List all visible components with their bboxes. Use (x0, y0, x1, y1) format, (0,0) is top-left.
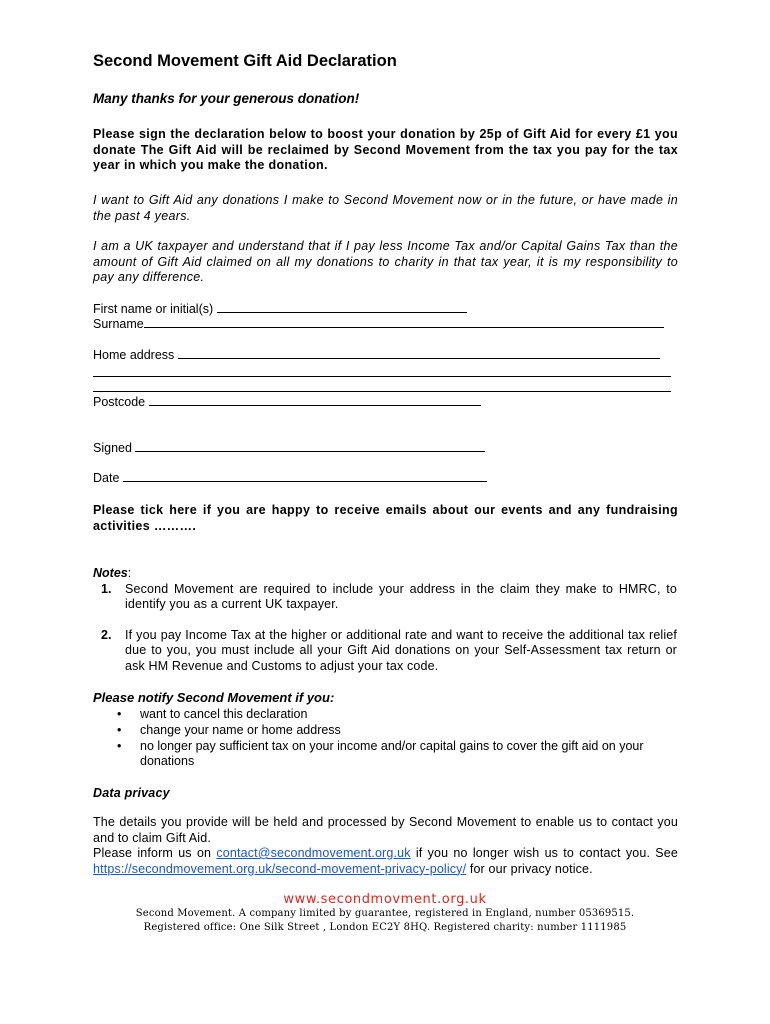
date-label: Date (93, 471, 120, 485)
privacy-text-2a: Please inform us on (93, 846, 217, 860)
privacy-paragraph (93, 815, 678, 877)
thanks-heading: Many thanks for your generous donation! (93, 91, 360, 106)
notify-item-1: want to cancel this declaration (140, 707, 308, 721)
home-address-row (93, 347, 660, 363)
privacy-policy-link[interactable]: https://secondmovement.org.uk/second-movement-privacy-policy/ (93, 861, 467, 876)
notes-colon: : (127, 566, 132, 580)
privacy-text-2b: if you no longer wish us to contact you. See (410, 846, 678, 860)
first-name-label: First name or initial(s) (93, 302, 214, 316)
home-address-field-1[interactable] (178, 347, 660, 359)
notify-item-2: change your name or home address (140, 723, 341, 737)
first-name-row (93, 301, 467, 317)
note-text-2: If you pay Income Tax at the higher or additional rate and want to receive the additional tax relief due to you, you must include all your Gift Aid donations on your Self-Assessment tax return or ask HM Revenue and Customs to adjust your tax code. (125, 628, 677, 673)
footer-company-info: Second Movement. A company limited by guarantee, registered in England, number 05369515. (135, 908, 635, 919)
data-privacy-heading: Data privacy (93, 786, 170, 800)
note-number-1: 1. (101, 582, 112, 596)
surname-field[interactable] (144, 316, 664, 328)
bullet-icon: • (117, 723, 122, 737)
declaration-paragraph-2: I am a UK taxpayer and understand that if I pay less Income Tax and/or Capital Gains Tax than the amount of Gift Aid claimed on all my donations to charity in that tax year, it is my responsibility to pay any difference. (93, 239, 678, 285)
notify-heading: Please notify Second Movement if you: (93, 690, 335, 705)
page-title: Second Movement Gift Aid Declaration (93, 52, 397, 70)
signature-field[interactable] (135, 440, 485, 452)
postcode-row (93, 394, 481, 410)
bullet-icon: • (117, 739, 122, 753)
footer-registered-office: Registered office: One Silk Street , London EC2Y 8HQ. Registered charity: number 1111985 (143, 922, 627, 933)
intro-paragraph: Please sign the declaration below to boost your donation by 25p of Gift Aid for every £1 you donate The Gift Aid will be reclaimed by Second Movement from the tax you pay for the tax year in which you make the donation. (93, 127, 678, 173)
home-address-label: Home address (93, 348, 175, 362)
surname-label: Surname (93, 317, 144, 331)
note-number-2: 2. (101, 628, 112, 642)
surname-row (93, 316, 664, 332)
bullet-icon: • (117, 707, 122, 721)
signed-row (93, 440, 485, 456)
privacy-text-1: The details you provide will be held and processed by Second Movement to enable us to contact you and to claim Gift Aid. (93, 815, 678, 845)
notes-heading (93, 566, 131, 580)
date-field[interactable] (123, 470, 487, 482)
first-name-field[interactable] (217, 301, 467, 313)
postcode-label: Postcode (93, 395, 146, 409)
footer-website-link[interactable]: www.secondmovment.org.uk (283, 892, 487, 907)
home-address-field-3[interactable] (93, 391, 671, 392)
notify-item-3: no longer pay sufficient tax on your income and/or capital gains to cover the gift aid on your donations (140, 739, 644, 769)
note-text-1: Second Movement are required to include your address in the claim they make to HMRC, to identify you as a current UK taxpayer. (125, 582, 677, 612)
declaration-paragraph-1: I want to Gift Aid any donations I make to Second Movement now or in the future, or have made in the past 4 years. (93, 193, 678, 223)
notes-heading-text: Notes (93, 566, 128, 580)
email-optin-checkbox-text[interactable]: Please tick here if you are happy to receive emails about our events and any fundraising activities ………. (93, 503, 678, 533)
privacy-text-2c: for our privacy notice. (466, 861, 593, 876)
date-row (93, 470, 487, 486)
contact-email-link[interactable]: contact@secondmovement.org.uk (216, 846, 411, 860)
signed-label: Signed (93, 441, 132, 455)
postcode-field[interactable] (149, 394, 481, 406)
home-address-field-2[interactable] (93, 376, 671, 377)
